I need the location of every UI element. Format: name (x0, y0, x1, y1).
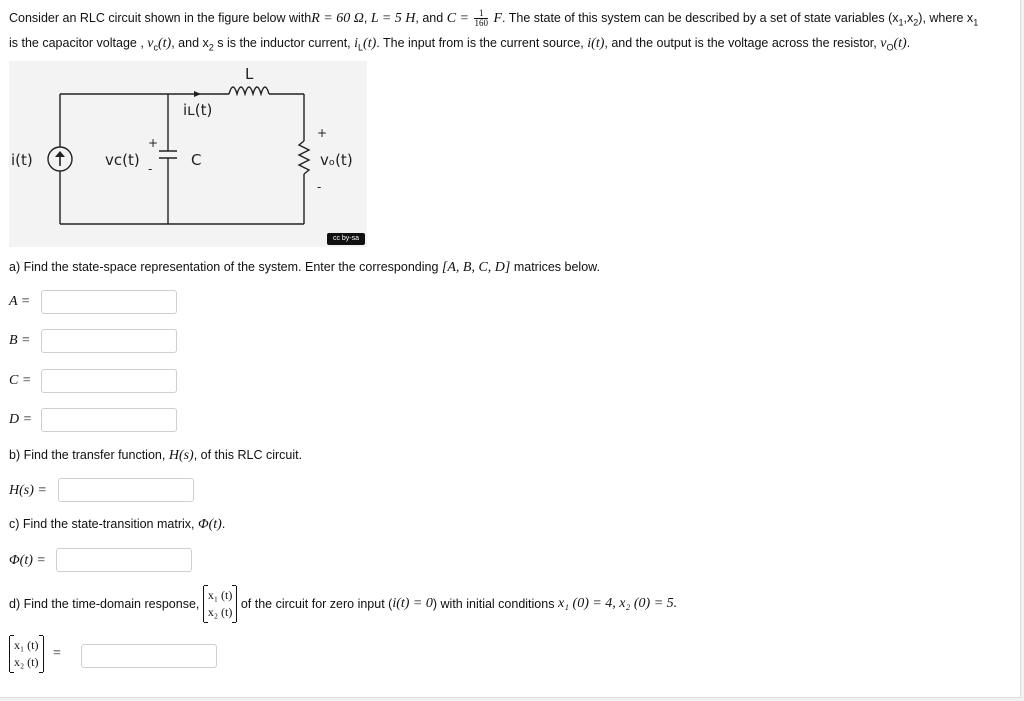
label-A: A = (9, 294, 31, 309)
label-D: D = (9, 412, 33, 427)
answer-C-input[interactable] (41, 369, 177, 393)
label-C: C = (9, 373, 32, 388)
L-label: L (245, 65, 254, 83)
C-fraction: $\frac{1}{160}$ (474, 8, 488, 29)
vc-label: vᴄ(t) (105, 151, 140, 169)
label-Phi: Φ(t) = (9, 553, 46, 568)
answer-Phi-input[interactable] (56, 548, 192, 572)
circuit-diagram (9, 61, 367, 247)
label-B: B = (9, 333, 31, 348)
L-value: L = 5 H (370, 11, 416, 26)
R-value: R = 60 Ω (311, 11, 364, 26)
res-plus: + (317, 126, 328, 140)
iL-label: iʟ(t) (183, 101, 213, 119)
answer-D-input[interactable] (41, 408, 177, 432)
question-d: d) Find the time-domain response, x₁ (t) x₂ (t) of the circuit for zero input (i(t) = 0) with initial conditions x₁ (0) = 4, x₂ (0) = 5. (9, 586, 677, 622)
answer-A-input[interactable] (41, 290, 177, 314)
resistor-zigzag (299, 141, 309, 174)
answer-x-input[interactable] (81, 644, 217, 668)
answer-H-input[interactable] (58, 478, 194, 502)
res-minus: - (317, 180, 322, 194)
cap-plus: + (148, 136, 159, 150)
it-label: i(t) (11, 151, 33, 169)
answer-B-input[interactable] (41, 329, 177, 353)
rlc-circuit-figure (9, 61, 367, 247)
question-c: c) Find the state-transition matrix, Φ(t). (9, 517, 226, 532)
C-label: C (191, 151, 202, 169)
problem-statement: Consider an RLC circuit shown in the figure below withR = 60 Ω, L = 5 H, and C = $\frac{1}{160}$ F. The state of this system can be described by a set of state variables $(x_1,x_2)$, where $x_1$ is the capacitor voltage , $v_c(t)$, and $x_2$ s is the inductor current, $i_L(t)$. The input from is the current source, i(t), and the output is the voltage across the resistor, $v_O(t)$. (9, 8, 979, 52)
up-arrow-head-icon (55, 151, 65, 157)
question-b: b) Find the transfer function, H(s), of this RLC circuit. (9, 448, 303, 463)
current-arrow-icon (194, 91, 201, 97)
inductor-coil (229, 87, 269, 94)
question-a: a) Find the state-space representation of the system. Enter the corresponding [A, B, C, D] matrices below. (9, 260, 600, 275)
cap-minus: - (148, 162, 153, 176)
label-H: H(s) = (9, 483, 47, 498)
state-vector-answer: x₁ (t) x₂ (t) (9, 636, 44, 672)
cc-license-badge: cc by-sa (327, 233, 365, 245)
vo-label: vₒ(t) (320, 151, 353, 169)
state-vector: x₁ (t) x₂ (t) (203, 586, 238, 622)
answer-d-label: x₁ (t) x₂ (t) = (9, 636, 61, 672)
